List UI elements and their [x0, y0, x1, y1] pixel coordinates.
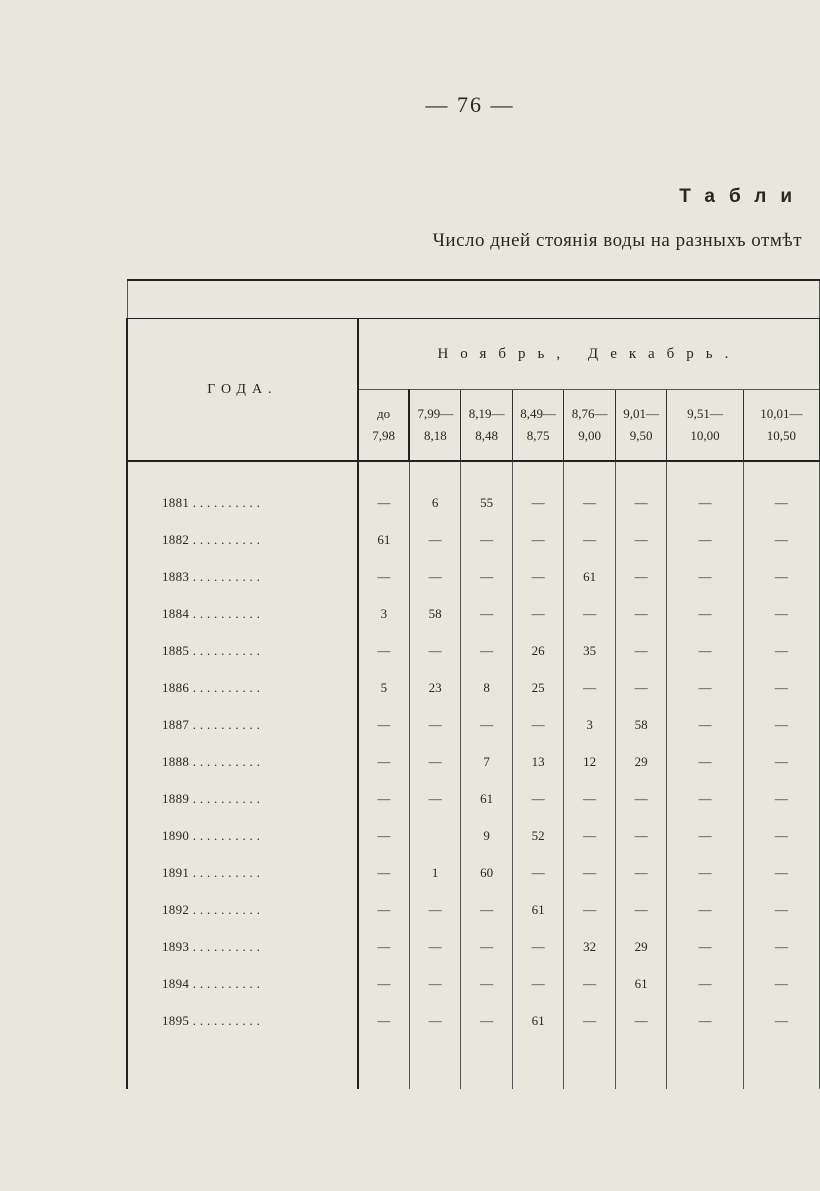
value-cell: —: [667, 521, 743, 558]
value-cell: 52: [512, 817, 564, 854]
value-cell: —: [409, 965, 461, 1002]
value-cell: 12: [564, 743, 616, 780]
value-cell: —: [564, 891, 616, 928]
value-cell: —: [615, 632, 667, 669]
table-heading: Табли: [679, 186, 806, 207]
value-cell: —: [615, 669, 667, 706]
value-cell: —: [667, 854, 743, 891]
value-cell: —: [615, 891, 667, 928]
value-cell: —: [743, 1002, 819, 1039]
table-row: [127, 632, 820, 669]
value-cell: —: [743, 706, 819, 743]
year-cell: 1894 . . . . . . . . . .: [127, 965, 358, 1002]
range-header: [743, 390, 819, 462]
table-body: [127, 484, 820, 1089]
value-cell: —: [564, 669, 616, 706]
value-cell: 58: [409, 595, 461, 632]
year-cell: 1881 . . . . . . . . . .: [127, 484, 358, 521]
value-cell: 6: [409, 484, 461, 521]
value-cell: —: [564, 1002, 616, 1039]
value-cell: 23: [409, 669, 461, 706]
year-cell: 1883 . . . . . . . . . .: [127, 558, 358, 595]
range-header: [564, 390, 616, 462]
value-cell: —: [409, 632, 461, 669]
table-row: [127, 891, 820, 928]
table-row: [127, 743, 820, 780]
value-cell: —: [615, 1002, 667, 1039]
table-row: [127, 928, 820, 965]
value-cell: 61: [564, 558, 616, 595]
range-header: [667, 390, 743, 462]
value-cell: —: [409, 521, 461, 558]
value-cell: —: [564, 817, 616, 854]
value-cell: —: [358, 743, 410, 780]
value-cell: —: [461, 558, 513, 595]
value-cell: 25: [512, 669, 564, 706]
table-row: [127, 669, 820, 706]
value-cell: —: [615, 595, 667, 632]
range-header-line: 8,75: [526, 428, 550, 443]
value-cell: 60: [461, 854, 513, 891]
value-cell: 5: [358, 669, 410, 706]
value-cell: —: [667, 928, 743, 965]
value-cell: —: [615, 817, 667, 854]
value-cell: —: [461, 632, 513, 669]
value-cell: —: [615, 521, 667, 558]
value-cell: —: [358, 558, 410, 595]
range-header: [358, 390, 410, 462]
value-cell: —: [564, 780, 616, 817]
value-cell: —: [743, 669, 819, 706]
value-cell: —: [667, 632, 743, 669]
value-cell: —: [358, 854, 410, 891]
value-cell: 1: [409, 854, 461, 891]
value-cell: —: [615, 854, 667, 891]
year-cell: 1887 . . . . . . . . . .: [127, 706, 358, 743]
year-cell: 1888 . . . . . . . . . .: [127, 743, 358, 780]
table-row: [127, 595, 820, 632]
value-cell: —: [358, 780, 410, 817]
value-cell: —: [667, 891, 743, 928]
value-cell: —: [564, 965, 616, 1002]
value-cell: —: [743, 780, 819, 817]
table-row: [127, 484, 820, 521]
value-cell: —: [667, 706, 743, 743]
value-cell: —: [564, 595, 616, 632]
value-cell: —: [743, 817, 819, 854]
range-header-line: 8,19—: [468, 406, 505, 421]
range-header: [512, 390, 564, 462]
range-header-line: 8,18: [423, 428, 447, 443]
year-column-header: ГОДА.: [127, 319, 358, 462]
range-header-line: 9,51—: [687, 406, 723, 421]
range-header: [615, 390, 667, 462]
value-cell: —: [358, 1002, 410, 1039]
range-header-line: 9,50: [629, 428, 653, 443]
water-level-table: [126, 279, 820, 1089]
value-cell: —: [743, 891, 819, 928]
range-header-line: 10,01—: [760, 406, 803, 421]
table-row: [127, 965, 820, 1002]
table-row: [127, 706, 820, 743]
range-header-line: 7,98: [372, 428, 395, 443]
value-cell: 58: [615, 706, 667, 743]
months-header: Ноябрь, Декабрь.: [358, 319, 820, 390]
value-cell: —: [409, 743, 461, 780]
value-cell: —: [461, 928, 513, 965]
value-cell: —: [358, 706, 410, 743]
value-cell: —: [743, 743, 819, 780]
range-header-line: 9,00: [578, 428, 601, 443]
trailing-row: [127, 1039, 820, 1089]
value-cell: —: [743, 632, 819, 669]
page-number: — 76 —: [425, 92, 515, 117]
value-cell: —: [409, 558, 461, 595]
table-row: [127, 780, 820, 817]
year-cell: 1882 . . . . . . . . . .: [127, 521, 358, 558]
range-header-line: 10,00: [690, 428, 720, 443]
value-cell: —: [358, 817, 410, 854]
range-header-line: 7,99—: [417, 406, 454, 421]
value-cell: 29: [615, 743, 667, 780]
year-cell: 1892 . . . . . . . . . .: [127, 891, 358, 928]
table-row: [127, 1002, 820, 1039]
table-caption: Число дней стоянія воды на разныхъ отмѣт: [432, 230, 802, 251]
year-cell: 1891 . . . . . . . . . .: [127, 854, 358, 891]
value-cell: —: [667, 484, 743, 521]
value-cell: —: [512, 928, 564, 965]
year-cell: 1895 . . . . . . . . . .: [127, 1002, 358, 1039]
value-cell: —: [743, 928, 819, 965]
value-cell: 55: [461, 484, 513, 521]
value-cell: —: [615, 484, 667, 521]
value-cell: 3: [358, 595, 410, 632]
value-cell: —: [409, 706, 461, 743]
year-cell: 1884 . . . . . . . . . .: [127, 595, 358, 632]
value-cell: —: [512, 780, 564, 817]
value-cell: 35: [564, 632, 616, 669]
value-cell: —: [564, 521, 616, 558]
value-cell: 32: [564, 928, 616, 965]
value-cell: —: [512, 558, 564, 595]
value-cell: —: [409, 891, 461, 928]
top-rule: [127, 280, 820, 319]
value-cell: —: [743, 854, 819, 891]
value-cell: —: [461, 1002, 513, 1039]
range-header-line: 10,50: [766, 428, 796, 443]
range-header: [461, 390, 513, 462]
value-cell: 13: [512, 743, 564, 780]
value-cell: —: [743, 558, 819, 595]
value-cell: —: [358, 632, 410, 669]
year-cell: 1889 . . . . . . . . . .: [127, 780, 358, 817]
value-cell: 7: [461, 743, 513, 780]
value-cell: —: [615, 558, 667, 595]
header-row-months: [127, 319, 820, 390]
value-cell: —: [461, 706, 513, 743]
range-header-line: 8,49—: [520, 406, 556, 421]
table-row: [127, 817, 820, 854]
table-row: [127, 854, 820, 891]
value-cell: —: [512, 484, 564, 521]
value-cell: 61: [461, 780, 513, 817]
value-cell: —: [461, 891, 513, 928]
value-cell: 29: [615, 928, 667, 965]
value-cell: —: [667, 595, 743, 632]
range-header: [409, 390, 461, 462]
table-row: [127, 521, 820, 558]
value-cell: —: [564, 854, 616, 891]
value-cell: —: [564, 484, 616, 521]
spacer-row: [127, 461, 820, 484]
value-cell: —: [667, 965, 743, 1002]
table-row: [127, 558, 820, 595]
year-cell: 1890 . . . . . . . . . .: [127, 817, 358, 854]
value-cell: 8: [461, 669, 513, 706]
value-cell: —: [512, 965, 564, 1002]
value-cell: —: [512, 706, 564, 743]
value-cell: —: [667, 817, 743, 854]
value-cell: —: [512, 595, 564, 632]
value-cell: —: [461, 965, 513, 1002]
value-cell: 61: [615, 965, 667, 1002]
value-cell: 9: [461, 817, 513, 854]
value-cell: —: [358, 484, 410, 521]
value-cell: —: [743, 484, 819, 521]
value-cell: —: [743, 595, 819, 632]
value-cell: —: [358, 891, 410, 928]
year-cell: 1893 . . . . . . . . . .: [127, 928, 358, 965]
value-cell: —: [667, 558, 743, 595]
value-cell: 61: [358, 521, 410, 558]
range-header-line: до: [377, 406, 391, 421]
value-cell: —: [461, 521, 513, 558]
value-cell: —: [615, 780, 667, 817]
value-cell: —: [743, 521, 819, 558]
value-cell: —: [667, 743, 743, 780]
value-cell: 61: [512, 891, 564, 928]
range-header-line: 8,76—: [571, 406, 608, 421]
value-cell: 3: [564, 706, 616, 743]
range-header-line: 9,01—: [623, 406, 660, 421]
value-cell: —: [743, 965, 819, 1002]
value-cell: —: [667, 669, 743, 706]
value-cell: —: [667, 780, 743, 817]
value-cell: 61: [512, 1002, 564, 1039]
year-cell: 1886 . . . . . . . . . .: [127, 669, 358, 706]
value-cell: —: [667, 1002, 743, 1039]
value-cell: —: [409, 780, 461, 817]
value-cell: —: [358, 965, 410, 1002]
value-cell: —: [512, 521, 564, 558]
value-cell: —: [409, 928, 461, 965]
year-cell: 1885 . . . . . . . . . .: [127, 632, 358, 669]
value-cell: —: [512, 854, 564, 891]
value-cell: —: [461, 595, 513, 632]
value-cell: [409, 817, 461, 854]
value-cell: —: [358, 928, 410, 965]
value-cell: —: [409, 1002, 461, 1039]
value-cell: 26: [512, 632, 564, 669]
range-header-line: 8,48: [475, 428, 498, 443]
